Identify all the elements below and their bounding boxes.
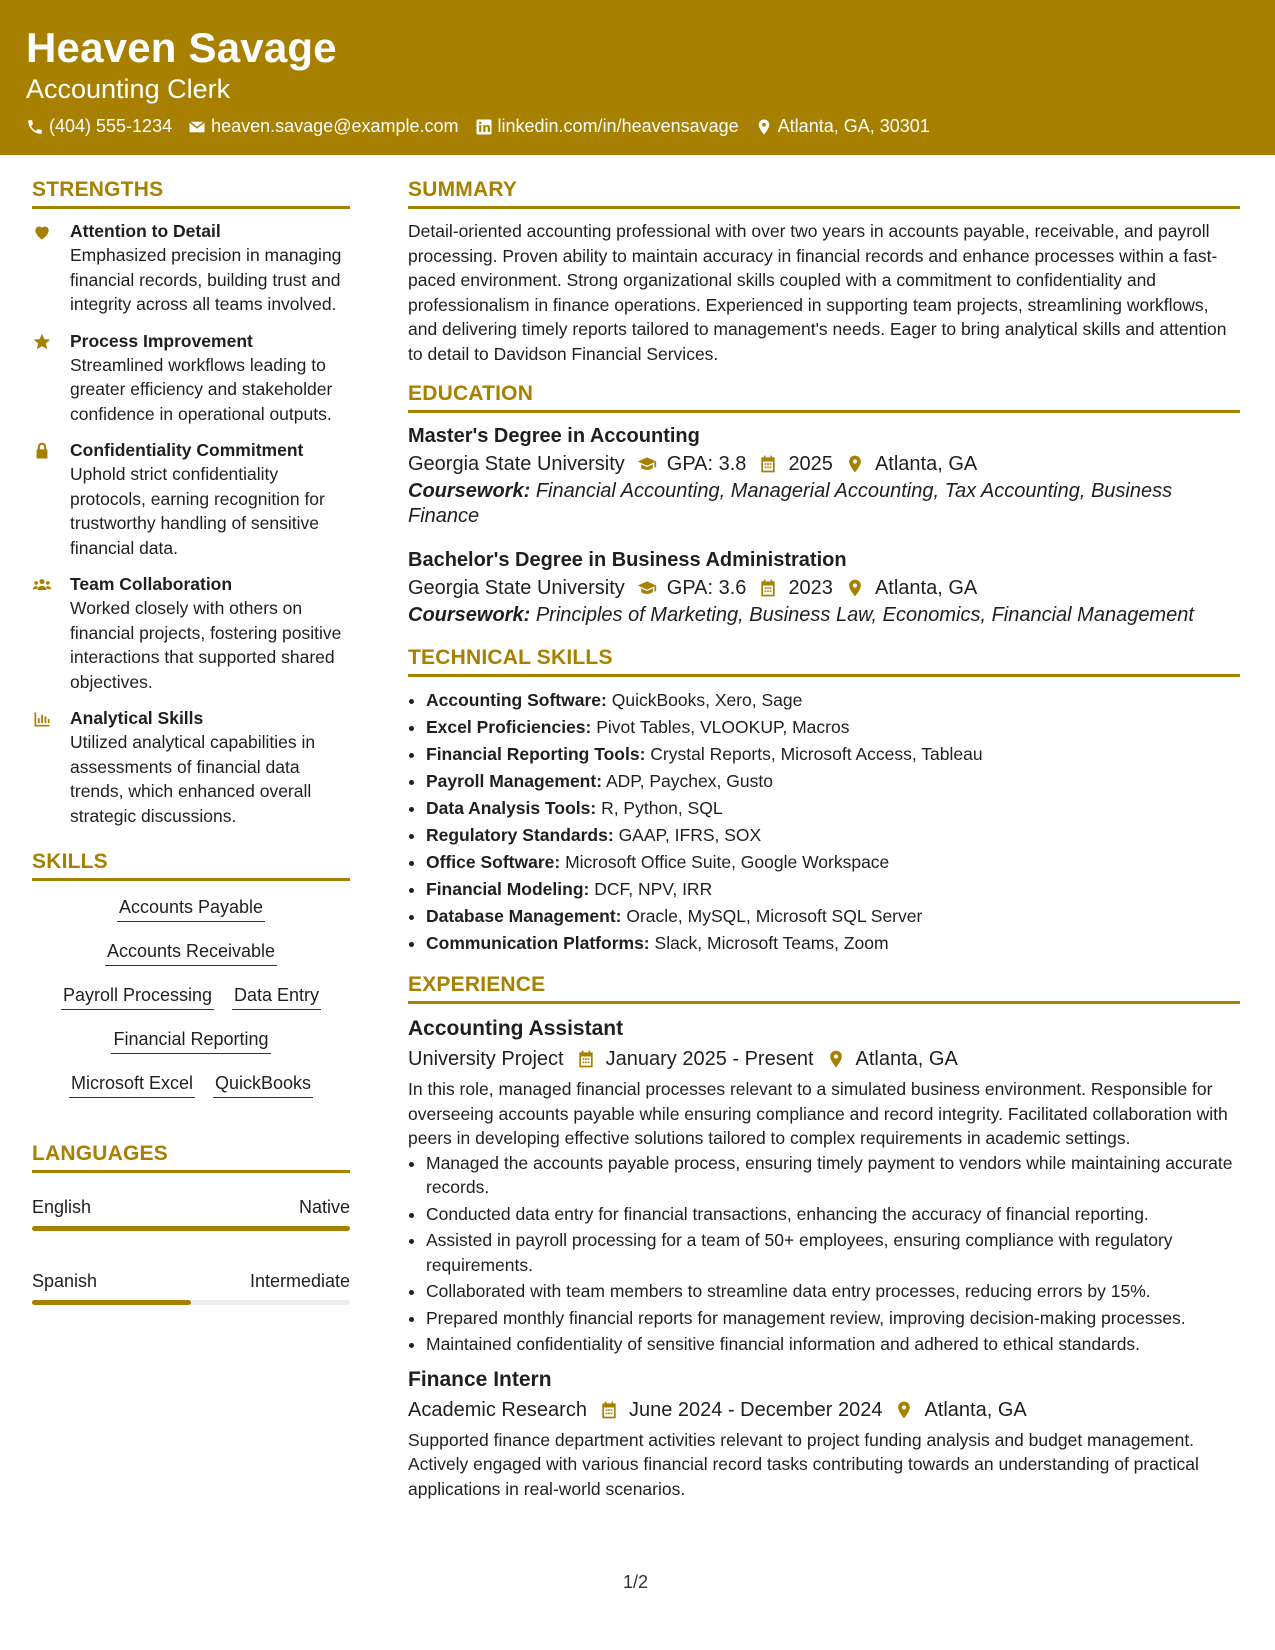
tech-value: GAAP, IFRS, SOX (618, 825, 762, 845)
strength-item (32, 329, 350, 427)
role-title: Accounting Assistant (408, 1017, 624, 1040)
edu-location: Atlanta, GA (874, 453, 978, 475)
gpa-text: GPA: 3.8 (666, 453, 747, 475)
coursework-text: Principles of Marketing, Business Law, Economics, Financial Management (535, 604, 1194, 626)
star-icon (32, 332, 52, 352)
tech-label: Financial Modeling: (426, 879, 590, 899)
strength-item (32, 438, 350, 560)
job-title: Accounting Clerk (26, 74, 231, 104)
map-pin-icon (894, 1400, 914, 1420)
tech-label: Regulatory Standards: (426, 825, 614, 845)
contact-phone (26, 116, 172, 137)
technical-skills-heading: TECHNICAL SKILLS (408, 646, 1240, 677)
list-item (426, 822, 1240, 849)
list-item: • Managed the accounts payable process, ensuring timely payment to vendors while maintaining accurate records. (426, 1151, 1240, 1200)
lock-icon (32, 441, 52, 461)
language-name: English (32, 1197, 92, 1217)
gpa-text: GPA: 3.6 (666, 577, 747, 599)
list-item (426, 930, 1240, 957)
users-icon (32, 575, 52, 595)
job-description: In this role, managed financial processes relevant to a simulated business environment. Responsible for overseeing accounts payable while ensuring compliance and record integrity. Facilitated collaboration with peers in developing effective solutions tailored to complex requirements in academic settings. (408, 1079, 1228, 1148)
list-item (426, 768, 1240, 795)
tech-label: Excel Proficiencies: (426, 717, 592, 737)
organization: Academic Research (408, 1398, 587, 1421)
school-name: Georgia State University (408, 577, 625, 599)
tech-value: Crystal Reports, Microsoft Access, Tableau (650, 744, 983, 764)
calendar-icon (758, 578, 778, 598)
tech-label: Financial Reporting Tools: (426, 744, 646, 764)
strength-desc: Streamlined workflows leading to greater efficiency and stakeholder confidence in operational outputs. (70, 354, 333, 424)
coursework (408, 603, 1240, 628)
contact-email[interactable] (188, 116, 458, 137)
experience-item (408, 1014, 1240, 1357)
role-title: Finance Intern (408, 1367, 552, 1391)
language-level: Native (298, 1197, 350, 1217)
job-location: Atlanta, GA (924, 1398, 1027, 1421)
skill-tag: Accounts Payable (117, 895, 265, 922)
list-item (426, 903, 1240, 930)
contact-location (755, 116, 930, 137)
language-bar-fill (32, 1226, 350, 1231)
year-text: 2025 (788, 453, 833, 475)
tech-value: Microsoft Office Suite, Google Workspace (565, 852, 890, 872)
candidate-name: Heaven Savage (26, 24, 337, 71)
degree-title: Master's Degree in Accounting (408, 425, 700, 447)
tech-value: QuickBooks, Xero, Sage (611, 690, 803, 710)
coursework-label: Coursework: (408, 604, 531, 626)
experience-heading: EXPERIENCE (408, 973, 1240, 1004)
tech-value: ADP, Paychex, Gusto (605, 771, 773, 791)
phone-icon (26, 118, 44, 136)
calendar-icon (599, 1400, 619, 1420)
coursework-label: Coursework: (408, 480, 531, 502)
phone-text: (404) 555-1234 (49, 116, 173, 136)
strength-title: Process Improvement (70, 330, 253, 351)
year-text: 2023 (788, 577, 833, 599)
strength-desc: Uphold strict confidentiality protocols, earning recognition for trustworthy handling of sensitive financial data. (70, 464, 325, 558)
map-pin-icon (845, 454, 865, 474)
email-text[interactable]: heaven.savage@example.com (211, 116, 459, 136)
resume-header (0, 0, 1275, 155)
linkedin-text[interactable]: linkedin.com/in/heavensavage (497, 116, 739, 136)
skill-tag: Data Entry (232, 983, 321, 1010)
map-pin-icon (845, 578, 865, 598)
edu-location: Atlanta, GA (874, 577, 978, 599)
tech-label: Accounting Software: (426, 690, 607, 710)
tech-value: DCF, NPV, IRR (594, 879, 713, 899)
job-location: Atlanta, GA (855, 1048, 958, 1070)
strength-desc: Emphasized precision in managing financial records, building trust and integrity across all teams involved. (70, 245, 342, 314)
language-level: Intermediate (249, 1271, 350, 1291)
skills-list (32, 895, 350, 1098)
experience-item (408, 1365, 1240, 1502)
tech-label: Database Management: (426, 906, 622, 926)
envelope-icon (188, 118, 206, 136)
coursework (408, 479, 1240, 529)
skill-tag: Financial Reporting (111, 1027, 270, 1054)
list-item (426, 876, 1240, 903)
summary-text: Detail-oriented accounting professional with over two years in accounts payable, receivable, and payroll processing. Proven ability to maintain accuracy in financial records and enhance processes within a fast-paced environment. Strong organizational skills coupled with a commitment to confidentiality and professionalism in finance operations. Experienced in supporting team projects, streamlining workflows, and delivering timely reports tailored to management's needs. Eager to bring analytical skills and attention to detail to Davidson Financial Services. (408, 221, 1227, 364)
education-item (408, 423, 1240, 529)
degree-title: Bachelor's Degree in Business Administration (408, 549, 847, 571)
date-range: June 2024 - December 2024 (628, 1398, 883, 1421)
graduation-cap-icon (637, 454, 657, 474)
map-pin-icon (826, 1049, 846, 1069)
organization: University Project (408, 1048, 564, 1070)
page-number: 1/2 (623, 1572, 649, 1592)
calendar-icon (576, 1049, 596, 1069)
strength-desc: Worked closely with others on financial projects, fostering positive interactions that supported shared objectives. (70, 598, 342, 692)
strength-title: Analytical Skills (70, 708, 204, 728)
tech-label: Office Software: (426, 852, 561, 872)
skill-tag: Microsoft Excel (69, 1071, 195, 1098)
technical-skills-list (408, 687, 1240, 957)
skill-tag: Accounts Receivable (105, 939, 277, 966)
list-item: • Assisted in payroll processing for a team of 50+ employees, ensuring compliance with regulatory requirements. (426, 1228, 1240, 1277)
job-description: Supported finance department activities relevant to project funding analysis and budget management. Actively engaged with various financial record tasks contributing towards an understanding of practical applications in real-world scenarios. (408, 1429, 1199, 1499)
language-item (32, 1257, 350, 1305)
contact-linkedin[interactable] (475, 116, 739, 137)
languages-heading: LANGUAGES (32, 1142, 350, 1173)
list-item (426, 795, 1240, 822)
language-bar (32, 1226, 350, 1231)
summary-heading: SUMMARY (408, 178, 1240, 209)
date-range: January 2025 - Present (605, 1048, 814, 1070)
tech-value: Pivot Tables, VLOOKUP, Macros (596, 717, 850, 737)
heart-icon (32, 222, 52, 242)
map-pin-icon (755, 118, 773, 136)
coursework-text: Financial Accounting, Managerial Accounting, Tax Accounting, Business Finance (408, 480, 1173, 527)
tech-value: Oracle, MySQL, Microsoft SQL Server (626, 906, 923, 926)
list-item: • Maintained confidentiality of sensitive financial information and adhered to ethical standards. (426, 1332, 1240, 1357)
strength-title: Team Collaboration (70, 574, 233, 594)
language-item (32, 1183, 350, 1231)
skill-tag: Payroll Processing (61, 983, 214, 1010)
education-item (408, 547, 1240, 628)
tech-value: R, Python, SQL (601, 798, 723, 818)
graduation-cap-icon (637, 578, 657, 598)
linkedin-icon (475, 118, 493, 136)
strength-title: Attention to Detail (70, 221, 221, 241)
list-item: • Prepared monthly financial reports for management review, improving decision-making processes. (426, 1306, 1240, 1331)
language-bar-fill (32, 1300, 191, 1305)
tech-label: Payroll Management: (426, 771, 603, 791)
skill-tag: QuickBooks (213, 1071, 313, 1098)
list-item: • Collaborated with team members to streamline data entry processes, reducing errors by 15%. (426, 1279, 1240, 1304)
list-item: • Conducted data entry for financial transactions, enhancing the accuracy of financial reporting. (426, 1202, 1240, 1227)
strength-item (32, 219, 350, 317)
school-name: Georgia State University (408, 453, 625, 475)
right-column (408, 178, 1240, 1501)
list-item (426, 849, 1240, 876)
tech-value: Slack, Microsoft Teams, Zoom (654, 933, 889, 953)
list-item (426, 741, 1240, 768)
strength-title: Confidentiality Commitment (70, 440, 304, 460)
strength-item (32, 706, 350, 828)
tech-label: Data Analysis Tools: (426, 798, 597, 818)
job-bullets (408, 1151, 1240, 1357)
tech-label: Communication Platforms: (426, 933, 650, 953)
bar-chart-icon (32, 709, 52, 729)
language-name: Spanish (32, 1271, 98, 1291)
education-heading: EDUCATION (408, 382, 1240, 413)
skills-heading: SKILLS (32, 850, 350, 881)
strength-desc: Utilized analytical capabilities in assessments of financial data trends, which enhanced overall strategic discussions. (70, 732, 316, 826)
language-bar (32, 1300, 350, 1305)
strength-item (32, 572, 350, 694)
list-item (426, 687, 1240, 714)
list-item (426, 714, 1240, 741)
contact-bar (26, 116, 930, 137)
strengths-heading: STRENGTHS (32, 178, 350, 209)
calendar-icon (758, 454, 778, 474)
location-text: Atlanta, GA, 30301 (777, 116, 930, 136)
left-column (32, 178, 350, 1335)
